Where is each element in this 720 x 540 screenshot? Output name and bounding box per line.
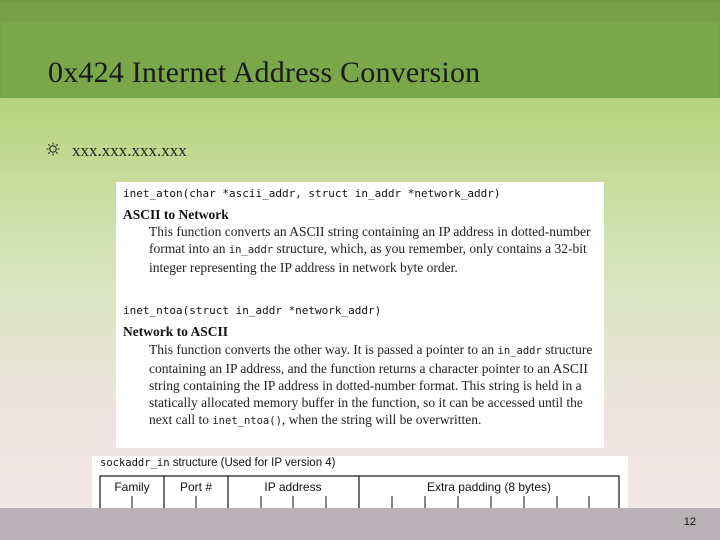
sockaddr-in-diagram xyxy=(92,456,628,512)
desc-text: structure containing an IP address, and the function returns a character pointer to an ASCII string containing the IP address in dotted-number format. This string is held in a statically allocated memory buffer in the function, so it can be accessed until the next call to xyxy=(149,342,593,427)
function-reference xyxy=(116,182,604,448)
desc-text: structure, which, as you remember, only contains a 32-bit integer representing the IP address in network byte order. xyxy=(149,241,587,275)
desc-code: in_addr xyxy=(228,244,274,256)
sun-bullet-icon xyxy=(46,142,60,156)
desc-code: in_addr xyxy=(497,345,542,357)
caption-text: structure (Used for IP version 4) xyxy=(169,457,336,469)
field-ip-address: IP address xyxy=(264,480,322,494)
footer-bar xyxy=(0,508,720,540)
inet-aton-heading: ASCII to Network xyxy=(123,207,229,222)
desc-text: This function converts the other way. It is passed a pointer to an xyxy=(149,342,498,357)
bullet-text: xxx.xxx.xxx.xxx xyxy=(72,141,187,160)
page-number: 12 xyxy=(683,516,696,528)
inet-ntoa-heading: Network to ASCII xyxy=(123,324,229,339)
caption-code: sockaddr_in xyxy=(100,457,170,469)
inet-aton-signature: inet_aton(char *ascii_addr, struct in_addr *network_addr) xyxy=(123,187,501,200)
inet-aton-description xyxy=(149,223,599,276)
title-bar-strip xyxy=(0,0,720,22)
inet-ntoa-description xyxy=(149,341,599,430)
field-port: Port # xyxy=(179,480,213,494)
struct-layout xyxy=(92,456,628,512)
field-extra-padding: Extra padding (8 bytes) xyxy=(426,480,552,494)
desc-code: inet_ntoa() xyxy=(212,415,282,427)
slide-title: 0x424 Internet Address Conversion xyxy=(48,56,481,89)
desc-text: This function converts an ASCII string containing an IP address in dotted-number format into an xyxy=(149,224,591,256)
desc-text: , when the string will be overwritten. xyxy=(281,412,482,427)
inet-ntoa-signature: inet_ntoa(struct in_addr *network_addr) xyxy=(123,304,382,317)
field-family: Family xyxy=(114,480,150,494)
